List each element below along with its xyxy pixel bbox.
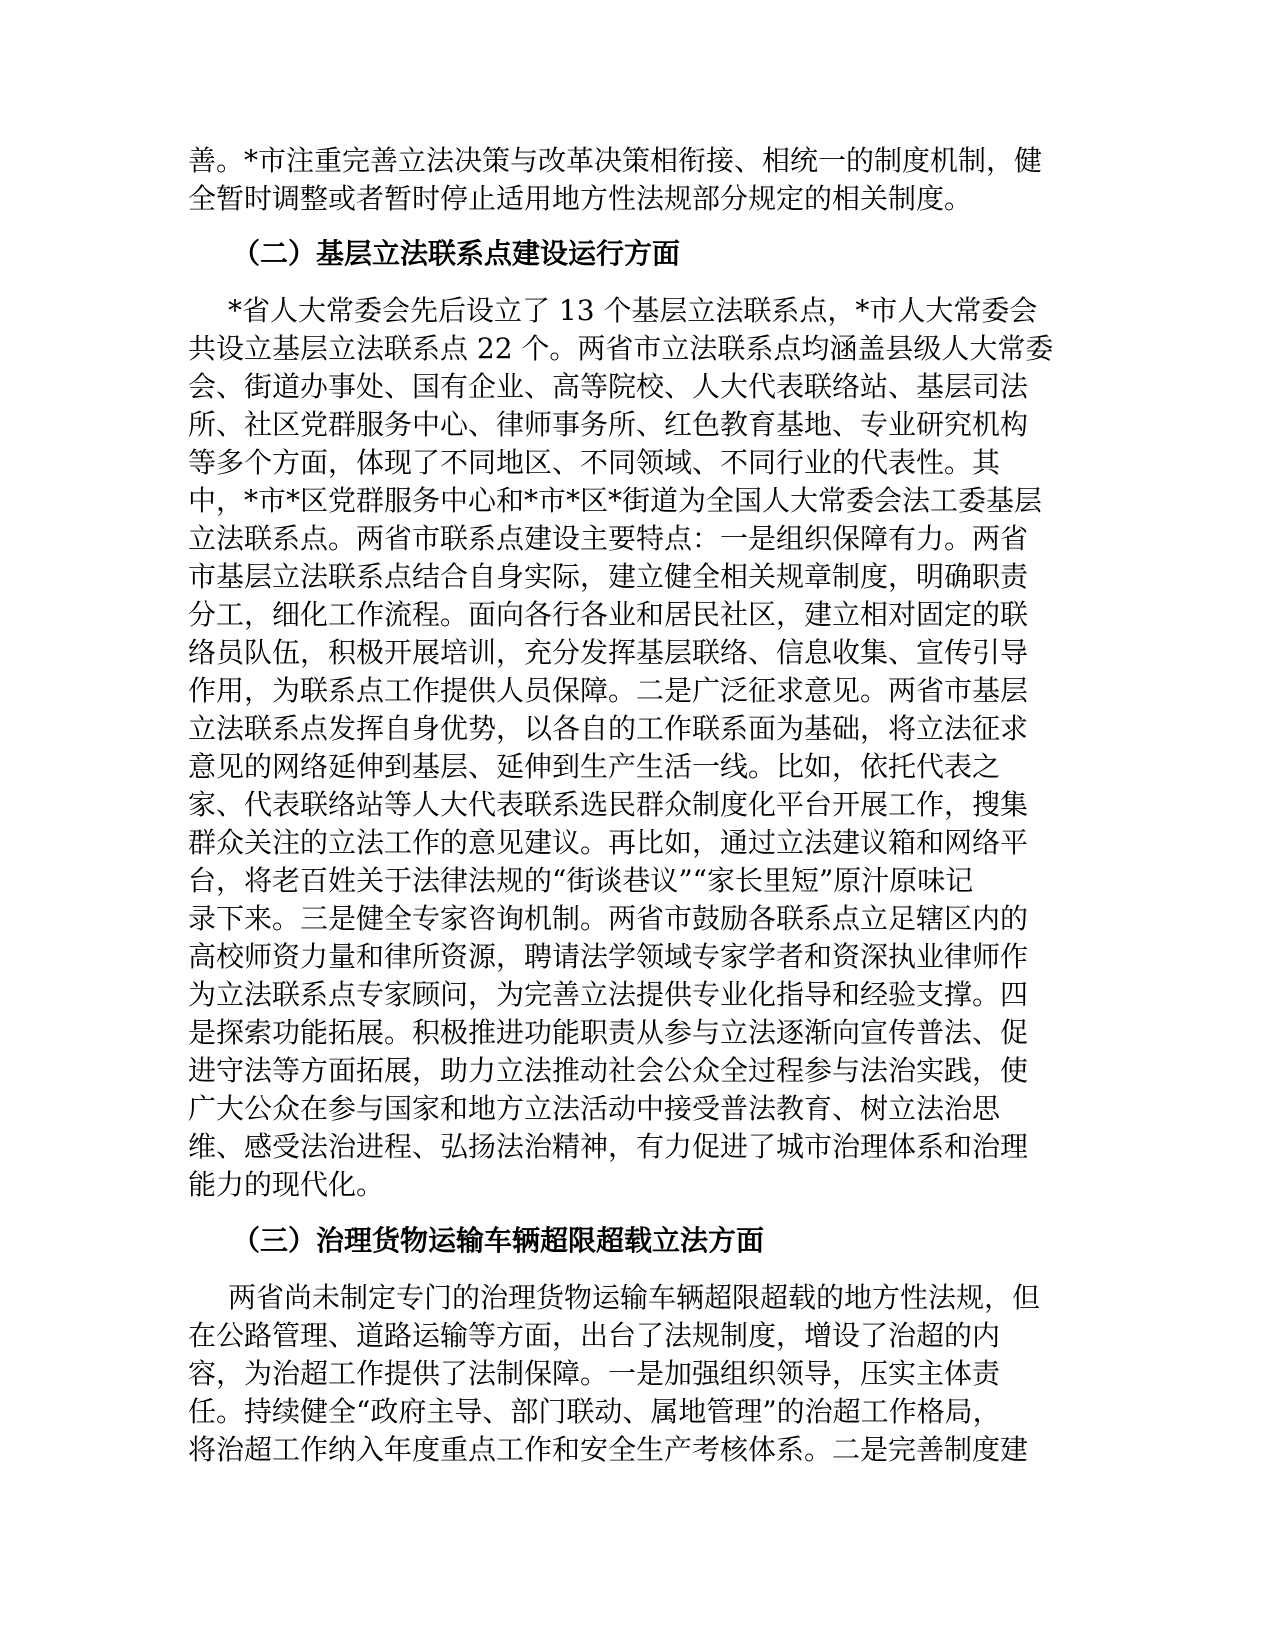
paragraph-line: 会、街道办事处、国有企业、高等院校、人大代表联络站、基层司法	[188, 370, 1029, 403]
paragraph-line: 是探索功能拓展。积极推进功能职责从参与立法逐渐向宣传普法、促	[188, 1016, 1029, 1049]
paragraph-line: *省人大常委会先后设立了 13 个基层立法联系点，*市人大常委会	[228, 294, 1038, 327]
paragraph-line: 市基层立法联系点结合自身实际，建立健全相关规章制度，明确职责	[188, 560, 1029, 593]
paragraph-line: 等多个方面，体现了不同地区、不同领域、不同行业的代表性。其	[188, 446, 1001, 479]
paragraph-line: 将治超工作纳入年度重点工作和安全生产考核体系。二是完善制度建	[188, 1433, 1029, 1466]
paragraph-line: 在公路管理、道路运输等方面，出台了法规制度，增设了治超的内	[188, 1319, 1001, 1352]
paragraph-line: 络员队伍，积极开展培训，充分发挥基层联络、信息收集、宣传引导	[188, 636, 1029, 669]
paragraph-line: 任。持续健全“政府主导、部门联动、属地管理”的治超工作格局，	[188, 1395, 1001, 1428]
paragraph-line: 善。*市注重完善立法决策与改革决策相衔接、相统一的制度机制，健	[188, 144, 1043, 177]
paragraph-line: 容，为治超工作提供了法制保障。一是加强组织领导，压实主体责	[188, 1357, 1001, 1390]
paragraph-line: 家、代表联络站等人大代表联系选民群众制度化平台开展工作，搜集	[188, 788, 1029, 821]
paragraph-line: 中，*市*区党群服务中心和*市*区*街道为全国人大常委会法工委基层	[188, 484, 1043, 517]
paragraph-line: 所、社区党群服务中心、律师事务所、红色教育基地、专业研究机构	[188, 408, 1029, 441]
paragraph-line: 共设立基层立法联系点 22 个。两省市立法联系点均涵盖县级人大常委	[188, 332, 1054, 365]
paragraph-line: 作用，为联系点工作提供人员保障。二是广泛征求意见。两省市基层	[188, 674, 1029, 707]
paragraph-line: 全暂时调整或者暂时停止适用地方性法规部分规定的相关制度。	[188, 182, 973, 215]
paragraph-line: 群众关注的立法工作的意见建议。再比如，通过立法建议箱和网络平	[188, 826, 1029, 859]
paragraph-line: 进守法等方面拓展，助力立法推动社会公众全过程参与法治实践，使	[188, 1054, 1029, 1087]
paragraph-line: 立法联系点。两省市联系点建设主要特点：一是组织保障有力。两省	[188, 522, 1029, 555]
section-heading: （三）治理货物运输车辆超限超载立法方面	[232, 1224, 765, 1257]
paragraph-line: 立法联系点发挥自身优势，以各自的工作联系面为基础，将立法征求	[188, 712, 1029, 745]
paragraph-line: 意见的网络延伸到基层、延伸到生产生活一线。比如，依托代表之	[188, 750, 1001, 783]
paragraph-line: 能力的现代化。	[188, 1168, 385, 1201]
paragraph-line: 两省尚未制定专门的治理货物运输车辆超限超载的地方性法规，但	[228, 1281, 1041, 1314]
paragraph-line: 广大公众在参与国家和地方立法活动中接受普法教育、树立法治思	[188, 1092, 1001, 1125]
paragraph-line: 高校师资力量和律所资源，聘请法学领域专家学者和资深执业律师作	[188, 940, 1029, 973]
paragraph-line: 维、感受法治进程、弘扬法治精神，有力促进了城市治理体系和治理	[188, 1130, 1029, 1163]
paragraph-line: 分工，细化工作流程。面向各行各业和居民社区，建立相对固定的联	[188, 598, 1029, 631]
paragraph-line: 台，将老百姓关于法律法规的“街谈巷议”“家长里短”原汁原味记	[188, 864, 974, 897]
paragraph-line: 录下来。三是健全专家咨询机制。两省市鼓励各联系点立足辖区内的	[188, 902, 1029, 935]
section-heading: （二）基层立法联系点建设运行方面	[232, 237, 681, 270]
paragraph-line: 为立法联系点专家顾问，为完善立法提供专业化指导和经验支撑。四	[188, 978, 1029, 1011]
